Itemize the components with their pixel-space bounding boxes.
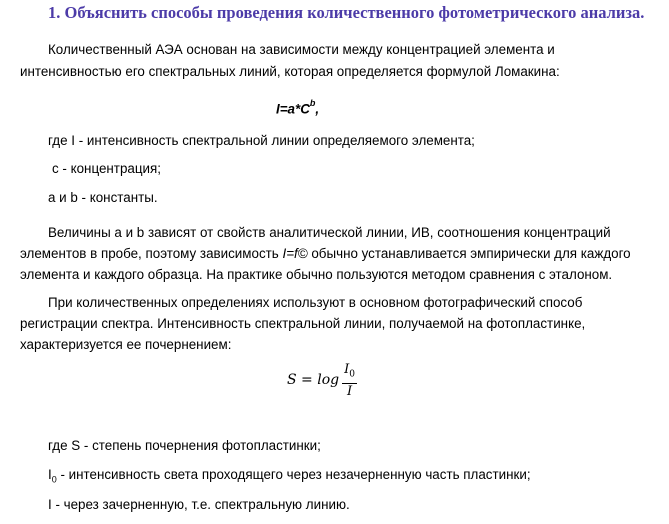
equation-lhs: S = log [287, 372, 340, 389]
definition-line: где I - интенсивность спектральной линии определяемого элемента; [48, 133, 475, 148]
fraction-numerator: $I_0$ [344, 362, 355, 380]
formula-main: I=a*C [276, 101, 310, 117]
definition-line: а и b - константы. [48, 190, 158, 205]
paragraph-line: регистрации спектра. Интенсивность спектральной линии, получаемой на фотопластинке, [20, 316, 586, 331]
definition-line: $I_0$ - интенсивность света проходящего через незачерненную часть пластинки; [48, 467, 531, 485]
paragraph-line: Величины а и b зависят от свойств аналитической линии, ИВ, соотношения концентраций [48, 225, 611, 240]
fraction-denominator: I [346, 383, 353, 399]
paragraph-line: При количественных определениях используют в основном фотографический способ [48, 295, 583, 310]
definition-line: где S - степень почернения фотопластинки; [48, 438, 321, 453]
definition-line: I - через зачерненную, т.е. спектральную линию. [48, 497, 350, 512]
formula-tail: , [315, 101, 320, 117]
formula-exponent: b [309, 98, 316, 108]
density-equation [287, 362, 357, 399]
lomakin-formula [276, 100, 319, 116]
paragraph-line: элементов в пробе, поэтому зависимость I=f© обычно устанавливается эмпирически для каждого [20, 246, 631, 261]
section-heading: 1. Объяснить способы проведения количественного фотометрического анализа. [48, 3, 645, 22]
definition-line: с - концентрация; [52, 161, 161, 176]
function-notation: I=f© [282, 246, 308, 261]
paragraph-line: элемента и каждого образца. На практике обычно пользуются методом сравнения с эталоном. [20, 267, 613, 282]
paragraph-line: интенсивностью его спектральных линий, которая определяется формулой Ломакина: [20, 64, 560, 79]
equation-fraction [342, 362, 357, 399]
paragraph-line: характеризуется ее почернением: [20, 337, 232, 352]
paragraph-line: Количественный АЭА основан на зависимости между концентрацией элемента и [48, 42, 555, 57]
